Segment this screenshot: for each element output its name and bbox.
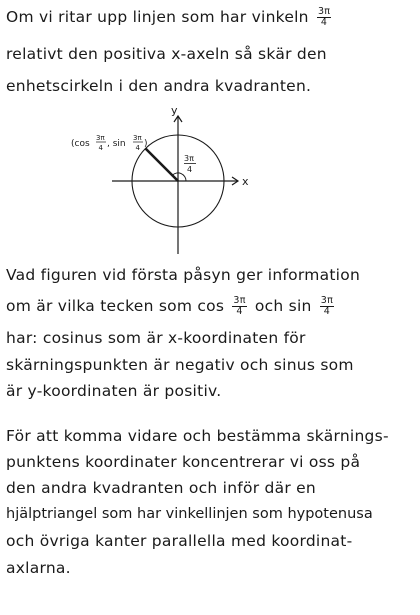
point-label-cos-denominator: 4 bbox=[98, 144, 103, 152]
x-axis-label: x bbox=[242, 175, 249, 188]
point-label-sin-denominator: 4 bbox=[135, 144, 140, 152]
text-line: hjälptriangel som har vinkellinjen som hypotenusa bbox=[6, 506, 373, 522]
point-label-sin-numerator: 3π bbox=[133, 134, 142, 142]
angle-label-denominator: 4 bbox=[187, 165, 193, 174]
fraction-numerator: 3π bbox=[233, 295, 246, 306]
text-line: relativt den positiva x-axeln så skär den bbox=[6, 45, 327, 63]
text-line bbox=[6, 295, 337, 317]
text-line: axlarna. bbox=[6, 559, 71, 577]
angle-line bbox=[146, 149, 179, 182]
point-label-mid: , sin bbox=[107, 139, 126, 149]
angle-fraction bbox=[317, 7, 331, 28]
angle-label-numerator: 3π bbox=[184, 154, 194, 163]
fraction-denominator: 4 bbox=[323, 306, 331, 317]
text-line: den andra kvadranten och inför där en bbox=[6, 479, 317, 497]
text-line: enhetscirkeln i den andra kvadranten. bbox=[6, 77, 312, 95]
text-line bbox=[6, 6, 334, 28]
point-label-open: (cos bbox=[71, 139, 90, 149]
point-label-cos-numerator: 3π bbox=[96, 134, 105, 142]
text-line: är y-koordinaten är positiv. bbox=[6, 382, 222, 400]
text-line: har: cosinus som är x-koordinaten för bbox=[6, 329, 306, 347]
text-segment: Om vi ritar upp linjen som har vinkeln bbox=[6, 8, 309, 26]
fraction-denominator: 4 bbox=[236, 306, 243, 317]
text-line: skärningspunkten är negativ och sinus som bbox=[6, 356, 354, 374]
y-axis-label: y bbox=[171, 104, 178, 117]
text-line: För att komma vidare och bestämma skärnings- bbox=[6, 427, 389, 445]
angle-fraction bbox=[232, 296, 246, 317]
angle-fraction bbox=[320, 296, 334, 317]
text-segment: om är vilka tecken som cos bbox=[6, 297, 225, 315]
text-line: och övriga kanter parallella med koordinat- bbox=[6, 532, 353, 550]
text-segment: och sin bbox=[254, 297, 312, 315]
text-line: Vad figuren vid första påsyn ger information bbox=[6, 266, 361, 284]
fraction-numerator: 3π bbox=[317, 6, 331, 17]
fraction-denominator: 4 bbox=[320, 17, 328, 28]
text-line: punktens koordinater koncentrerar vi oss på bbox=[6, 453, 361, 471]
point-label-close: ) bbox=[144, 139, 148, 149]
fraction-numerator: 3π bbox=[320, 295, 334, 306]
unit-circle-figure bbox=[60, 100, 270, 260]
